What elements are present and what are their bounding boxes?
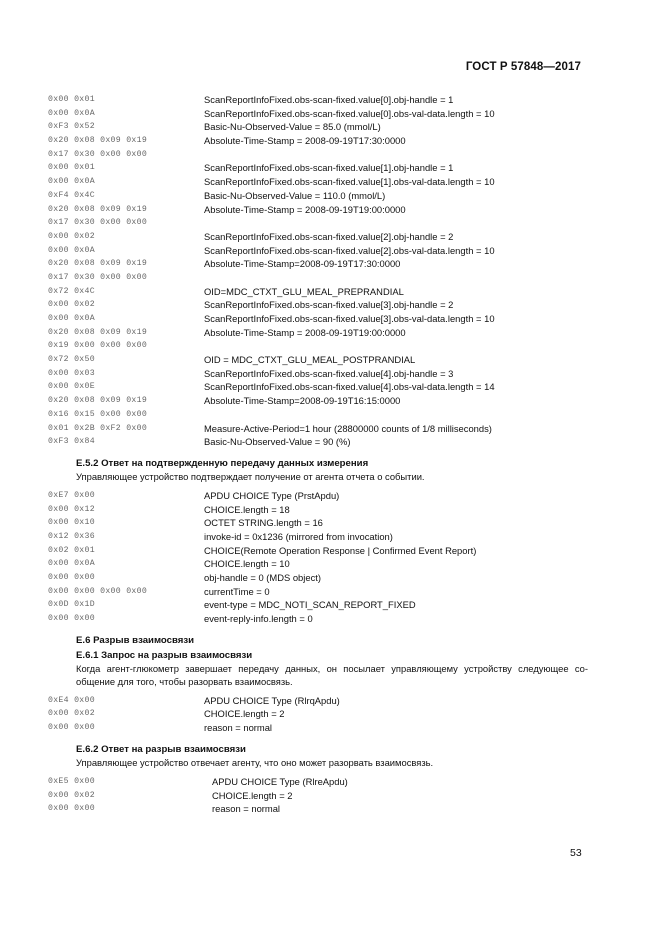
- dump-row: [48, 271, 588, 285]
- dump-row: [48, 339, 588, 353]
- hex-bytes: 0x00 0x00: [48, 804, 95, 814]
- hex-bytes: 0x00 0x0E: [48, 382, 95, 392]
- field-description: event-reply-info.length = 0: [204, 613, 313, 625]
- section-e52-text: Управляющее устройство подтверждает получение от агента отчета о событии.: [76, 470, 425, 482]
- dump-row: [48, 789, 588, 803]
- hex-bytes: 0x72 0x4C: [48, 286, 95, 296]
- field-description: Absolute-Time-Stamp=2008-09-19T16:15:0000: [204, 395, 401, 407]
- dump-row: [48, 134, 588, 148]
- hex-bytes: 0x72 0x50: [48, 355, 95, 365]
- dump-row: [48, 120, 588, 134]
- dump-row: [48, 161, 588, 175]
- hex-bytes: 0x00 0x00: [48, 614, 95, 624]
- field-description: APDU CHOICE Type (RlreApdu): [212, 775, 348, 787]
- hex-bytes: 0x12 0x36: [48, 531, 95, 541]
- dump-row: [48, 367, 588, 381]
- dump-row: [48, 107, 588, 121]
- field-description: Absolute-Time-Stamp=2008-09-19T17:30:0000: [204, 258, 401, 270]
- field-description: Basic-Nu-Observed-Value = 90 (%): [204, 436, 351, 448]
- hex-bytes: 0xE7 0x00: [48, 490, 95, 500]
- hex-bytes: 0x16 0x15 0x00 0x00: [48, 409, 148, 419]
- field-description: event-type = MDC_NOTI_SCAN_REPORT_FIXED: [204, 599, 416, 611]
- hex-bytes: 0x00 0x0A: [48, 559, 95, 569]
- section-e61-heading: E.6.1 Запрос на разрыв взаимосвязи: [76, 649, 253, 661]
- dump-row: [48, 557, 588, 571]
- dump-row: [48, 380, 588, 394]
- dump-row: [48, 312, 588, 326]
- hex-bytes: 0x19 0x00 0x00 0x00: [48, 341, 148, 351]
- dump-row: [48, 612, 588, 626]
- hex-bytes: 0x0D 0x1D: [48, 600, 95, 610]
- hex-bytes: 0x00 0x00 0x00 0x00: [48, 586, 148, 596]
- hex-bytes: 0x00 0x0A: [48, 108, 95, 118]
- document-id: ГОСТ Р 57848—2017: [465, 61, 581, 73]
- field-description: invoke-id = 0x1236 (mirrored from invocation): [204, 530, 393, 542]
- hex-bytes: 0x00 0x12: [48, 504, 95, 514]
- dump-row: [48, 585, 588, 599]
- field-description: ScanReportInfoFixed.obs-scan-fixed.value[4].obs-val-data.length = 14: [204, 381, 495, 393]
- field-description: Measure-Active-Period=1 hour (28800000 counts of 1/8 milliseconds): [204, 422, 492, 434]
- dump-row: [48, 435, 588, 449]
- field-description: CHOICE.length = 2: [212, 789, 293, 801]
- hex-bytes: 0xF4 0x4C: [48, 190, 95, 200]
- field-description: APDU CHOICE Type (PrstApdu): [204, 489, 340, 501]
- field-description: ScanReportInfoFixed.obs-scan-fixed.value[3].obj-handle = 2: [204, 299, 454, 311]
- hex-bytes: 0x20 0x08 0x09 0x19: [48, 396, 148, 406]
- field-description: ScanReportInfoFixed.obs-scan-fixed.value[2].obs-val-data.length = 10: [204, 244, 495, 256]
- hex-bytes: 0x00 0x00: [48, 573, 95, 582]
- field-description: Absolute-Time-Stamp = 2008-09-19T17:30:0000: [204, 135, 406, 147]
- hex-bytes: 0x00 0x01: [48, 95, 95, 104]
- hex-bytes: 0x17 0x30 0x00 0x00: [48, 272, 148, 282]
- dump-row: [48, 530, 588, 544]
- hex-bytes: 0x20 0x08 0x09 0x19: [48, 136, 148, 146]
- field-description: ScanReportInfoFixed.obs-scan-fixed.value[1].obj-handle = 1: [204, 162, 454, 174]
- confirm-response-listing: [48, 489, 588, 626]
- hex-bytes: 0xE4 0x00: [48, 695, 95, 705]
- dump-row: [48, 707, 588, 721]
- hex-bytes: 0x01 0x2B 0xF2 0x00: [48, 423, 148, 433]
- dump-row: [48, 775, 588, 789]
- hex-bytes: 0x00 0x0A: [48, 314, 95, 323]
- field-description: ScanReportInfoFixed.obs-scan-fixed.value[3].obs-val-data.length = 10: [204, 313, 495, 324]
- dump-row: [48, 216, 588, 230]
- release-response-listing: [48, 775, 588, 816]
- field-description: ScanReportInfoFixed.obs-scan-fixed.value[0].obs-val-data.length = 10: [204, 107, 495, 119]
- field-description: CHOICE.length = 10: [204, 558, 290, 570]
- dump-row: [48, 189, 588, 203]
- dump-row: [48, 257, 588, 271]
- field-description: APDU CHOICE Type (RlrqApdu): [204, 694, 340, 706]
- hex-bytes: 0x00 0x0A: [48, 245, 95, 255]
- dump-row: [48, 408, 588, 422]
- hex-bytes: 0x00 0x00: [48, 723, 95, 733]
- field-description: ScanReportInfoFixed.obs-scan-fixed.value[1].obs-val-data.length = 10: [204, 176, 495, 188]
- hex-bytes: 0x17 0x30 0x00 0x00: [48, 218, 148, 228]
- field-description: ScanReportInfoFixed.obs-scan-fixed.value[2].obj-handle = 2: [204, 230, 454, 242]
- field-description: OCTET STRING.length = 16: [204, 517, 323, 529]
- section-e62-text: Управляющее устройство отвечает агенту, что оно может разорвать взаимосвязь.: [76, 756, 434, 768]
- dump-row: [48, 503, 588, 517]
- scan-report-listing: [48, 93, 588, 449]
- page-number: 53: [570, 847, 582, 859]
- dump-row: [48, 230, 588, 244]
- hex-bytes: 0x20 0x08 0x09 0x19: [48, 204, 148, 214]
- hex-bytes: 0x20 0x08 0x09 0x19: [48, 327, 148, 337]
- field-description: OID = MDC_CTXT_GLU_MEAL_POSTPRANDIAL: [204, 354, 416, 366]
- field-description: CHOICE.length = 18: [204, 503, 290, 515]
- field-description: ScanReportInfoFixed.obs-scan-fixed.value[0].obj-handle = 1: [204, 94, 454, 105]
- field-description: obj-handle = 0 (MDS object): [204, 572, 321, 583]
- dump-row: [48, 203, 588, 217]
- document-body: [48, 93, 588, 816]
- field-description: ScanReportInfoFixed.obs-scan-fixed.value[4].obj-handle = 3: [204, 367, 454, 379]
- dump-row: [48, 694, 588, 708]
- section-e61-text: Когда агент-глюкометр завершает передачу данных, он посылает управляющему устройству следующее со-общение для того, чтобы разорвать взаимосвязь.: [76, 662, 588, 687]
- dump-row: [48, 353, 588, 367]
- dump-row: [48, 298, 588, 312]
- dump-row: [48, 175, 588, 189]
- section-e62-heading: E.6.2 Ответ на разрыв взаимосвязи: [76, 743, 246, 755]
- hex-bytes: 0x17 0x30 0x00 0x00: [48, 149, 148, 159]
- field-description: Absolute-Time-Stamp = 2008-09-19T19:00:0000: [204, 203, 406, 215]
- dump-row: [48, 516, 588, 530]
- release-request-listing: [48, 694, 588, 735]
- hex-bytes: 0x00 0x02: [48, 709, 95, 719]
- hex-bytes: 0x00 0x02: [48, 790, 95, 800]
- hex-bytes: 0x00 0x10: [48, 518, 95, 528]
- dump-row: [48, 598, 588, 612]
- hex-bytes: 0x00 0x02: [48, 300, 95, 310]
- section-e52-heading: E.5.2 Ответ на подтвержденную передачу данных измерения: [76, 457, 369, 469]
- dump-row: [48, 721, 588, 735]
- hex-bytes: 0xE5 0x00: [48, 776, 95, 786]
- field-description: currentTime = 0: [204, 585, 270, 597]
- field-description: reason = normal: [204, 722, 273, 734]
- dump-row: [48, 489, 588, 503]
- field-description: OID=MDC_CTXT_GLU_MEAL_PREPRANDIAL: [204, 285, 404, 297]
- field-description: Basic-Nu-Observed-Value = 110.0 (mmol/L): [204, 189, 386, 201]
- hex-bytes: 0x00 0x02: [48, 231, 95, 241]
- hex-bytes: 0x00 0x03: [48, 368, 95, 378]
- field-description: Absolute-Time-Stamp = 2008-09-19T19:00:0000: [204, 326, 406, 338]
- hex-bytes: 0x20 0x08 0x09 0x19: [48, 259, 148, 269]
- field-description: reason = normal: [212, 803, 281, 815]
- dump-row: [48, 148, 588, 162]
- hex-bytes: 0x00 0x0A: [48, 177, 95, 187]
- dump-row: [48, 422, 588, 436]
- field-description: Basic-Nu-Observed-Value = 85.0 (mmol/L): [204, 121, 381, 133]
- hex-bytes: 0xF3 0x84: [48, 437, 95, 447]
- dump-row: [48, 285, 588, 299]
- section-e6-heading: E.6 Разрыв взаимосвязи: [76, 634, 195, 646]
- dump-row: [48, 544, 588, 558]
- field-description: CHOICE(Remote Operation Response | Confirmed Event Report): [204, 544, 477, 556]
- dump-row: [48, 244, 588, 258]
- field-description: CHOICE.length = 2: [204, 708, 285, 720]
- hex-bytes: 0x00 0x01: [48, 163, 95, 173]
- dump-row: [48, 394, 588, 408]
- dump-row: [48, 571, 588, 585]
- hex-bytes: 0xF3 0x52: [48, 122, 95, 132]
- hex-bytes: 0x02 0x01: [48, 545, 95, 555]
- dump-row: [48, 326, 588, 340]
- dump-row: [48, 802, 588, 816]
- dump-row: [48, 93, 588, 107]
